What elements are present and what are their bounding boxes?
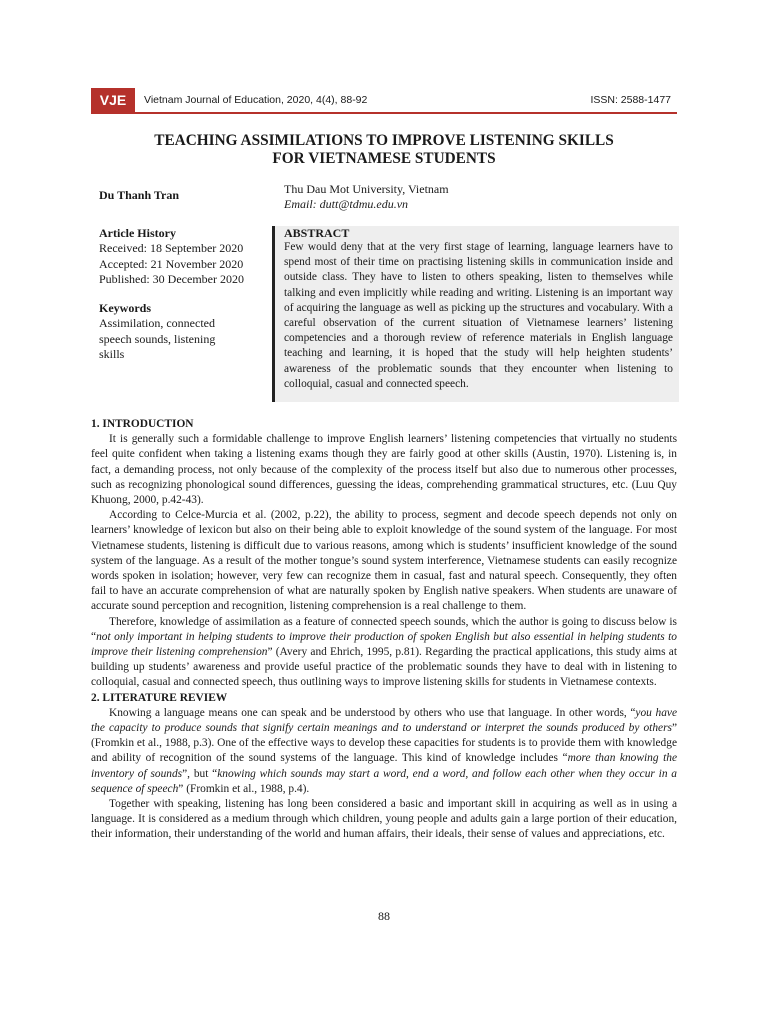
- paragraph: Together with speaking, listening has long been considered a basic and important skill in acquiring as well as in using a language. It is considered as a medium through which children, young people and adults gain a large portion of their education, their information, their understanding of the world and human affairs, their ideals, their sense of values and appreciations, etc.: [91, 798, 677, 841]
- issn: ISSN: 2588-1477: [590, 94, 671, 106]
- received-date: Received: 18 September 2020: [99, 241, 244, 256]
- journal-citation: Vietnam Journal of Education, 2020, 4(4), 88-92: [144, 94, 368, 106]
- quote: you have the capacity to produce sounds that signify certain meanings and to understand or interpret the sounds produced by others: [91, 706, 678, 735]
- paper-title: [91, 132, 677, 168]
- paragraph: Therefore, knowledge of assimilation as a feature of connected speech sounds, which the author is going to discuss below is “not only important in helping students to improve their production of spoken English but also essential in helping students to improve their listening comprehension” (Avery and Ehrich, 1995, p.81). Regarding the practical applications, this study aims at building up students’ awareness and provide useful practice of the problematic sounds they have to deal with in listening to colloquial, casual and connected speech, thus outlining ways to improve listening skills for students in Vietnamese contexts.: [91, 615, 677, 689]
- keywords-line-1: Assimilation, connected: [99, 316, 215, 331]
- abstract-heading: ABSTRACT: [284, 226, 350, 240]
- keywords-line-2: speech sounds, listening: [99, 331, 216, 346]
- paragraph: According to Celce-Murcia et al. (2002, p.22), the ability to process, segment and decode speech depends not only on learners’ knowledge of lexicon but also on their being able to exploit knowledge of the sound system of the language. For most Vietnamese students, listening is difficult due to various reasons, among which is students’ insufficient knowledge of the sound system of the language. As a result of the mother tongue’s sound system interference, Vietnamese students can easily recognize words spoken in isolation; however, very few can recognize them in casual, fast and natural speech. Consequently, they often fail to have an accurate comprehension of what are naturally spoken by English native speakers. When students are unaware of accurate sound perception and recognition, listening comprehension is a real challenge to them.: [91, 509, 677, 613]
- title-line-1: TEACHING ASSIMILATIONS TO IMPROVE LISTENING SKILLS: [154, 132, 614, 149]
- title-line-2: FOR VIETNAMESE STUDENTS: [272, 150, 496, 167]
- keywords-line-3: skills: [99, 347, 125, 362]
- abstract-text: Few would deny that at the very first stage of learning, language learners have to spend most of their time on practising listening skills in communication inside and outside class. They have to listen to others speaking, listen to themselves while talking and even implicitly while reading and writing. Listening is an important way of acquiring the language as well as picking up the structures and vocabulary. With a careful observation of the current situation of Vietnamese learners’ listening competencies and a thorough review of reference materials in English language teaching and learning, it is hoped that the study will help heighten students’ awareness of the problematic sounds that they encounter when listening to colloquial, casual and connected speech.: [284, 241, 673, 390]
- article-history-heading: Article History: [99, 226, 176, 240]
- section-heading-literature-review: 2. LITERATURE REVIEW: [91, 691, 228, 704]
- author-name: Du Thanh Tran: [99, 188, 180, 202]
- author-affiliation: [284, 182, 449, 212]
- paper-body: [91, 417, 677, 843]
- quote: knowing which sounds may start a word, end a word, and follow each other when they occur in a sequence of speech: [91, 767, 678, 795]
- published-date: Published: 30 December 2020: [99, 271, 244, 286]
- quote: not only important in helping students to improve their production of spoken English but also essential in helping students to improve their listening comprehension: [91, 630, 677, 659]
- quote: more than knowing the inventory of sounds: [91, 752, 678, 780]
- author-email: Email: dutt@tdmu.edu.vn: [284, 197, 409, 211]
- header-rule: [91, 112, 677, 114]
- paragraph: It is generally such a formidable challenge to improve English learners’ listening competencies that virtually no students feel quite confident when taking a listening exams though they are fairly good at other skills (Austin, 1970). Listening is, in fact, a demanding process, not only because of the complexity of the process itself but also due to numerous other processes, such as recognizing phonological sound differences, guessing the ideas, comprehending grammatical structures, etc. (Luu Quy Khuong, 2000, p.42-43).: [91, 433, 677, 507]
- paragraph: Knowing a language means one can speak and be understood by others who use that language. In other words, “you have the capacity to produce sounds that signify certain meanings and to understand or interpret the sounds produced by others” (Fromkin et al., 1988, p.3). One of the effective ways to develop these capacities for students is to provide them with knowledge and ability of recognition of the sound systems of the language. This kind of knowledge includes “more than knowing the inventory of sounds”, but “knowing which sounds may start a word, end a word, and follow each other when they occur in a sequence of speech” (Fromkin et al., 1988, p.4).: [91, 706, 678, 795]
- affiliation-text: Thu Dau Mot University, Vietnam: [284, 182, 449, 196]
- section-heading-introduction: 1. INTRODUCTION: [91, 418, 194, 430]
- page-number: 88: [378, 909, 390, 923]
- journal-logo: VJE: [91, 88, 135, 112]
- accepted-date: Accepted: 21 November 2020: [99, 256, 244, 271]
- article-meta: [99, 226, 269, 362]
- keywords-heading: Keywords: [99, 301, 151, 316]
- abstract-box: [272, 226, 679, 402]
- journal-header: [91, 88, 677, 114]
